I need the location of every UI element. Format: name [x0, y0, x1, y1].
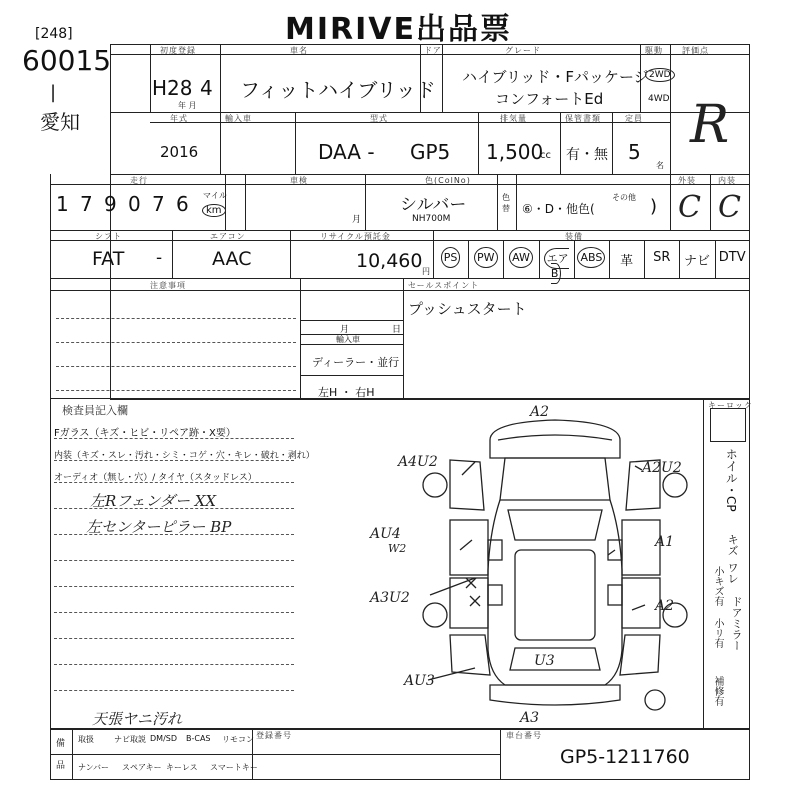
- inspection-month: 月: [352, 215, 362, 225]
- year: 2016: [160, 143, 199, 161]
- equipment-item: AW: [503, 250, 538, 265]
- bottom-item: B-CAS: [186, 734, 211, 743]
- drive-2wd: 2WD: [645, 68, 675, 82]
- mileage-digit: 7: [80, 192, 93, 216]
- first-reg-era: H28: [152, 76, 193, 100]
- capacity-unit: 名: [656, 161, 664, 170]
- mark-left-door: AU4: [370, 526, 401, 542]
- mileage-digit: 1: [56, 192, 69, 216]
- drive-4wd: 4WD: [648, 94, 670, 104]
- label-import-car: 輸入車: [336, 335, 360, 344]
- mark-left-rear: AU3: [404, 673, 435, 689]
- displacement-unit: cc: [540, 150, 551, 161]
- shift-dash: -: [156, 248, 163, 268]
- mark-left-front: A4U2: [398, 454, 438, 470]
- import-docs: 有・無: [566, 147, 608, 163]
- bottom-item: リモコン: [222, 735, 254, 744]
- first-reg-unit: 年 月: [178, 101, 197, 110]
- inspector-note-2: 左センターピラー BP: [86, 518, 232, 536]
- label-drive: 駆動: [645, 46, 663, 55]
- small-scratch: 小キズ有: [712, 566, 723, 606]
- color-marks: ⑥・D・他色(: [522, 202, 595, 216]
- door-mirror: ドアミラー: [730, 596, 744, 651]
- model-prefix: DAA -: [318, 140, 375, 164]
- label-eval: 評価点: [682, 46, 709, 55]
- lot-dash: |: [50, 82, 57, 103]
- wheel-cp: ホイル・CP: [724, 448, 739, 512]
- displacement: 1,500: [486, 140, 544, 164]
- recycle-unit: 円: [422, 267, 430, 276]
- label-sales-point: セールスポイント: [408, 281, 480, 290]
- lot-number: 60015: [22, 44, 112, 77]
- bottom-mark-2: 品: [56, 761, 66, 771]
- scratch-label: キズ: [726, 534, 740, 556]
- bottom-item: DM/SD: [150, 734, 177, 743]
- dealer: ディーラー・並行: [312, 356, 400, 369]
- mark-left-door2: W2: [388, 542, 407, 555]
- reg-month: 月: [340, 325, 350, 335]
- mileage-digit: 9: [104, 192, 117, 216]
- equipment-item: DTV: [718, 250, 746, 265]
- label-inspector: 検査員記入欄: [62, 404, 128, 417]
- label-exterior: 外装: [678, 176, 696, 185]
- shift: FAT: [92, 248, 125, 270]
- first-reg-month: 4: [200, 76, 213, 100]
- mark-rear: A3: [520, 710, 540, 726]
- bottom-item: ナンバー: [78, 763, 110, 772]
- car-diagram: [370, 400, 700, 726]
- color-close: ): [650, 196, 658, 217]
- region: 愛知: [40, 110, 80, 134]
- mark-right-front: A2U2: [642, 460, 682, 476]
- reg-day: 日: [392, 325, 402, 335]
- equipment-item: PS: [433, 250, 468, 265]
- wear-label: ワレ: [726, 562, 740, 584]
- label-year: 年式: [170, 114, 188, 123]
- audio-line: オーディオ（無し・穴）/ タイヤ（スタッドレス）: [54, 473, 257, 483]
- color-opts: 色替: [502, 193, 510, 213]
- form-title: MIRIVE出品票: [285, 12, 512, 47]
- eval-score: R: [690, 95, 730, 155]
- repair-label: 補修有: [712, 676, 723, 706]
- handle: 左H ・ 右H: [318, 386, 375, 399]
- mileage-digit: 6: [176, 192, 189, 216]
- bottom-item: キーレス: [166, 763, 198, 772]
- recycle: 10,460: [356, 250, 423, 272]
- label-color: 色(ColNo): [425, 176, 471, 185]
- label-notes: 注意事項: [150, 281, 186, 290]
- label-displacement: 排気量: [500, 114, 527, 123]
- mark-right-rear: A2: [655, 598, 675, 614]
- label-input: 輸入車: [225, 114, 252, 123]
- label-capacity: 定員: [625, 114, 643, 123]
- chassis-number: GP5-1211760: [560, 746, 690, 768]
- label-interior: 内装: [718, 176, 736, 185]
- aircon: AAC: [212, 248, 252, 270]
- exterior-grade: C: [678, 190, 701, 225]
- inspector-note-1: 左Rフェンダー XX: [90, 492, 217, 510]
- bottom-item: スマートキー: [210, 763, 258, 772]
- equipment-item: PW: [468, 250, 503, 265]
- mileage-unit: km: [202, 204, 226, 217]
- car-name: フィットハイブリッド: [240, 78, 436, 102]
- sales-point: プッシュスタート: [408, 300, 527, 318]
- interior-grade: C: [718, 190, 741, 225]
- mileage-unit-top: マイル: [203, 191, 227, 200]
- owner-label: 登録番号: [256, 731, 292, 740]
- bottom-note: 天張ヤニ汚れ: [92, 710, 183, 728]
- color: シルバー: [400, 195, 467, 215]
- mark-left-rear-door: A3U2: [370, 590, 410, 606]
- label-car-name: 車名: [290, 46, 308, 55]
- color-no: NH700M: [412, 214, 451, 224]
- label-door: ドア: [424, 46, 442, 55]
- label-keyrock: キーロック: [708, 401, 753, 410]
- equipment-item: ナビ: [683, 254, 710, 269]
- small-dent: 小リ有: [712, 618, 723, 648]
- equipment-item: エアB: [539, 250, 574, 281]
- equipment-item: 革: [620, 254, 634, 269]
- model-code: GP5: [410, 140, 451, 164]
- label-recycle: リサイクル預託金: [320, 232, 391, 241]
- label-grade: グレード: [505, 46, 541, 55]
- equipment-item: ABS: [574, 250, 609, 265]
- label-first-reg: 初度登録: [160, 46, 196, 55]
- label-aircon: エアコン: [210, 232, 246, 241]
- bottom-item: スペアキー: [122, 763, 162, 772]
- lot-tag: [248]: [35, 26, 73, 42]
- mileage-digit: 0: [128, 192, 141, 216]
- color-other: その他: [612, 193, 636, 202]
- glass-line: Fガラス（キズ・ヒビ・リペア跡・X要）: [54, 428, 236, 439]
- label-equipment: 装備: [565, 232, 583, 241]
- mark-right-door: A1: [655, 534, 675, 550]
- keyrock-box: [710, 408, 746, 442]
- label-model: 型式: [370, 114, 388, 123]
- equipment-item: SR: [653, 250, 671, 265]
- bottom-item: 取扱: [78, 735, 94, 744]
- label-inspection: 車検: [290, 176, 308, 185]
- bottom-mark-1: 備: [56, 739, 66, 749]
- mark-roof: U3: [534, 653, 555, 669]
- chassis-label: 車台番号: [506, 731, 542, 740]
- mark-front: A2: [530, 404, 550, 420]
- grade-line1: ハイブリッド・Fパッケージ: [462, 68, 649, 86]
- interior-line: 内装（キズ・スレ・汚れ・シミ・コゲ・穴・キレ・破れ・剥れ）: [54, 451, 315, 461]
- label-mileage: 走行: [130, 176, 148, 185]
- mileage-digit: 7: [152, 192, 165, 216]
- bottom-item: ナビ取説: [114, 735, 146, 744]
- capacity: 5: [628, 140, 641, 164]
- grade-line2: コンフォートEd: [495, 90, 604, 108]
- label-shift: シフト: [95, 232, 122, 241]
- label-import: 保管書類: [565, 114, 601, 123]
